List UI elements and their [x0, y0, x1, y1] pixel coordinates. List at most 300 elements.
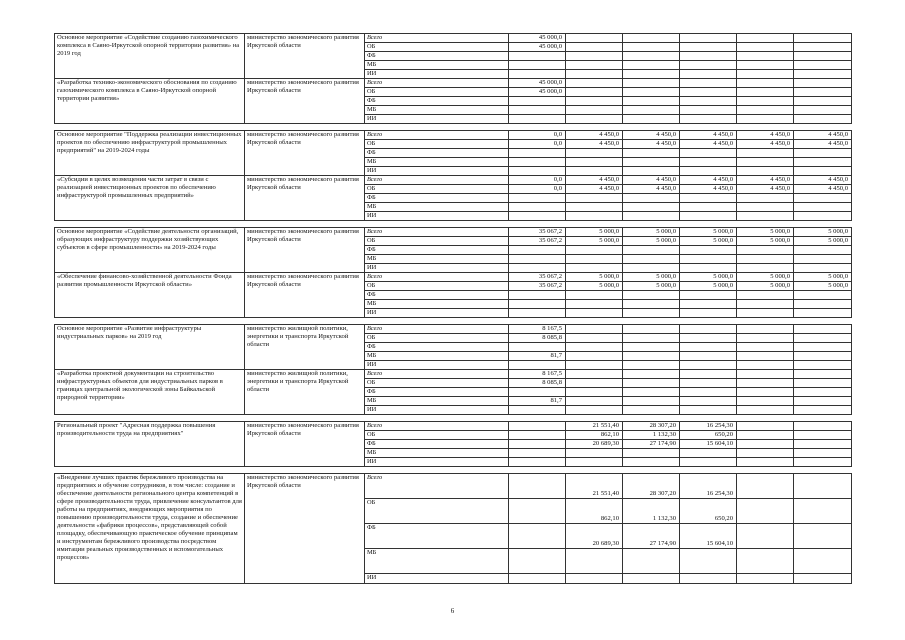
amount-cell	[566, 370, 623, 379]
amount-cell	[737, 167, 794, 176]
amount-cell	[794, 549, 852, 574]
funding-source-cell: ФБ	[365, 343, 509, 352]
amount-cell: 5 000,0	[794, 237, 852, 246]
amount-cell	[566, 343, 623, 352]
executor-cell: министерство жилищной политики, энергетики и транспорта Иркутской области	[245, 370, 365, 415]
amount-cell	[509, 474, 566, 499]
spacer-row	[55, 221, 852, 228]
funding-source-cell: ОБ	[365, 282, 509, 291]
activity-name-cell: «Обеспечение финансово-хозяйственной деятельности Фонда развития промышленности Иркутской области»	[55, 273, 245, 318]
amount-cell: 20 689,30	[566, 524, 623, 549]
amount-cell: 1 132,30	[623, 431, 680, 440]
amount-cell	[566, 194, 623, 203]
amount-cell	[794, 79, 852, 88]
amount-cell	[737, 43, 794, 52]
amount-cell	[509, 52, 566, 61]
table-row	[55, 474, 852, 499]
amount-cell	[737, 352, 794, 361]
executor-cell: министерство жилищной политики, энергетики и транспорта Иркутской области	[245, 325, 365, 370]
amount-cell: 20 689,30	[566, 440, 623, 449]
amount-cell	[794, 115, 852, 124]
amount-cell	[509, 422, 566, 431]
spacer-cell	[55, 318, 852, 325]
amount-cell: 4 450,0	[566, 176, 623, 185]
amount-cell: 4 450,0	[680, 140, 737, 149]
amount-cell	[680, 334, 737, 343]
amount-cell	[623, 34, 680, 43]
amount-cell: 5 000,0	[566, 228, 623, 237]
executor-cell: министерство экономического развития Иркутской области	[245, 176, 365, 221]
funding-source-cell: ФБ	[365, 440, 509, 449]
amount-cell	[623, 97, 680, 106]
amount-cell	[794, 246, 852, 255]
amount-cell	[737, 388, 794, 397]
amount-cell	[794, 194, 852, 203]
amount-cell	[737, 61, 794, 70]
funding-source-cell: ИИ	[365, 458, 509, 467]
amount-cell	[509, 158, 566, 167]
amount-cell	[566, 309, 623, 318]
amount-cell	[737, 325, 794, 334]
amount-cell	[623, 379, 680, 388]
amount-cell: 5 000,0	[794, 273, 852, 282]
amount-cell	[509, 524, 566, 549]
amount-cell: 4 450,0	[737, 185, 794, 194]
amount-cell	[737, 370, 794, 379]
amount-cell	[623, 106, 680, 115]
amount-cell	[566, 43, 623, 52]
amount-cell: 4 450,0	[680, 185, 737, 194]
amount-cell	[680, 291, 737, 300]
amount-cell	[794, 149, 852, 158]
funding-source-cell: ФБ	[365, 194, 509, 203]
amount-cell	[680, 325, 737, 334]
spacer-row	[55, 467, 852, 474]
funding-source-cell: ФБ	[365, 52, 509, 61]
amount-cell: 28 307,20	[623, 422, 680, 431]
amount-cell	[794, 106, 852, 115]
amount-cell	[794, 440, 852, 449]
amount-cell: 4 450,0	[737, 131, 794, 140]
funding-source-cell: ИИ	[365, 70, 509, 79]
funding-source-cell: ОБ	[365, 237, 509, 246]
funding-source-cell: ОБ	[365, 379, 509, 388]
amount-cell: 4 450,0	[794, 185, 852, 194]
spacer-row	[55, 415, 852, 422]
amount-cell	[680, 449, 737, 458]
funding-source-cell: Всего	[365, 79, 509, 88]
amount-cell: 35 067,2	[509, 273, 566, 282]
amount-cell	[509, 167, 566, 176]
amount-cell: 5 000,0	[794, 282, 852, 291]
funding-source-cell: ФБ	[365, 291, 509, 300]
amount-cell	[737, 149, 794, 158]
funding-source-cell: ФБ	[365, 246, 509, 255]
table-row	[55, 79, 852, 88]
amount-cell	[566, 52, 623, 61]
amount-cell: 4 450,0	[794, 176, 852, 185]
amount-cell: 45 000,0	[509, 34, 566, 43]
amount-cell	[794, 291, 852, 300]
amount-cell	[737, 194, 794, 203]
amount-cell	[623, 246, 680, 255]
amount-cell	[509, 431, 566, 440]
amount-cell	[623, 361, 680, 370]
amount-cell	[509, 246, 566, 255]
amount-cell: 35 067,2	[509, 237, 566, 246]
amount-cell	[623, 255, 680, 264]
amount-cell: 4 450,0	[566, 131, 623, 140]
amount-cell	[794, 203, 852, 212]
amount-cell	[794, 158, 852, 167]
amount-cell	[566, 264, 623, 273]
funding-source-cell: Всего	[365, 131, 509, 140]
amount-cell	[566, 203, 623, 212]
table-row	[55, 34, 852, 43]
amount-cell: 0,0	[509, 176, 566, 185]
amount-cell	[680, 167, 737, 176]
amount-cell: 81,7	[509, 352, 566, 361]
amount-cell: 27 174,90	[623, 440, 680, 449]
amount-cell	[509, 449, 566, 458]
amount-cell	[566, 158, 623, 167]
funding-source-cell: ОБ	[365, 499, 509, 524]
amount-cell	[737, 97, 794, 106]
amount-cell	[566, 458, 623, 467]
amount-cell	[680, 352, 737, 361]
amount-cell	[737, 474, 794, 499]
amount-cell	[509, 549, 566, 574]
amount-cell	[680, 61, 737, 70]
amount-cell	[623, 70, 680, 79]
amount-cell	[566, 115, 623, 124]
amount-cell: 5 000,0	[623, 273, 680, 282]
amount-cell: 5 000,0	[680, 228, 737, 237]
amount-cell	[566, 388, 623, 397]
amount-cell	[566, 246, 623, 255]
amount-cell	[509, 61, 566, 70]
executor-cell: министерство экономического развития Иркутской области	[245, 474, 365, 584]
amount-cell	[680, 34, 737, 43]
amount-cell	[737, 499, 794, 524]
funding-source-cell: ИИ	[365, 264, 509, 273]
funding-source-cell: ОБ	[365, 140, 509, 149]
amount-cell	[680, 203, 737, 212]
spacer-row	[55, 124, 852, 131]
funding-source-cell: ФБ	[365, 149, 509, 158]
amount-cell: 8 167,5	[509, 325, 566, 334]
amount-cell	[737, 300, 794, 309]
amount-cell: 5 000,0	[623, 237, 680, 246]
amount-cell	[737, 106, 794, 115]
amount-cell: 650,20	[680, 499, 737, 524]
amount-cell	[737, 361, 794, 370]
spacer-row	[55, 318, 852, 325]
amount-cell	[680, 264, 737, 273]
funding-source-cell: ИИ	[365, 212, 509, 221]
amount-cell	[623, 406, 680, 415]
amount-cell	[680, 255, 737, 264]
amount-cell	[509, 106, 566, 115]
table-body	[55, 34, 852, 584]
amount-cell	[737, 397, 794, 406]
amount-cell: 5 000,0	[566, 282, 623, 291]
amount-cell	[737, 334, 794, 343]
activity-name-cell: «Субсидии в целях возмещения части затрат в связи с реализацией инвестиционных проектов по обеспечению инфраструктурой промышленных предприятий»	[55, 176, 245, 221]
spacer-cell	[55, 124, 852, 131]
amount-cell	[794, 370, 852, 379]
amount-cell	[566, 97, 623, 106]
amount-cell	[509, 115, 566, 124]
amount-cell: 21 551,40	[566, 422, 623, 431]
amount-cell: 5 000,0	[566, 237, 623, 246]
amount-cell	[623, 43, 680, 52]
amount-cell	[623, 370, 680, 379]
amount-cell	[794, 458, 852, 467]
amount-cell	[509, 97, 566, 106]
amount-cell	[623, 291, 680, 300]
amount-cell: 4 450,0	[566, 140, 623, 149]
amount-cell	[623, 194, 680, 203]
amount-cell	[737, 70, 794, 79]
funding-source-cell: МБ	[365, 300, 509, 309]
executor-cell: министерство экономического развития Иркутской области	[245, 422, 365, 467]
amount-cell	[566, 361, 623, 370]
amount-cell	[623, 458, 680, 467]
funding-source-cell: ОБ	[365, 88, 509, 97]
table-row	[55, 422, 852, 431]
amount-cell	[566, 406, 623, 415]
amount-cell: 5 000,0	[680, 273, 737, 282]
amount-cell	[680, 300, 737, 309]
amount-cell	[794, 343, 852, 352]
amount-cell	[737, 255, 794, 264]
amount-cell	[680, 212, 737, 221]
amount-cell	[509, 309, 566, 318]
amount-cell	[794, 352, 852, 361]
amount-cell	[794, 474, 852, 499]
amount-cell	[794, 499, 852, 524]
amount-cell	[794, 52, 852, 61]
executor-cell: министерство экономического развития Иркутской области	[245, 131, 365, 176]
executor-cell: министерство экономического развития Иркутской области	[245, 228, 365, 273]
amount-cell	[623, 449, 680, 458]
amount-cell	[566, 79, 623, 88]
amount-cell	[623, 61, 680, 70]
amount-cell	[794, 43, 852, 52]
amount-cell: 5 000,0	[737, 273, 794, 282]
amount-cell	[680, 106, 737, 115]
amount-cell	[509, 343, 566, 352]
amount-cell	[566, 397, 623, 406]
amount-cell	[509, 291, 566, 300]
amount-cell	[794, 524, 852, 549]
amount-cell: 4 450,0	[794, 140, 852, 149]
amount-cell: 35 067,2	[509, 282, 566, 291]
amount-cell: 8 167,5	[509, 370, 566, 379]
amount-cell	[680, 115, 737, 124]
amount-cell: 5 000,0	[566, 273, 623, 282]
amount-cell	[680, 79, 737, 88]
funding-source-cell: МБ	[365, 255, 509, 264]
page-number: 6	[450, 607, 455, 615]
funding-source-cell: ИИ	[365, 406, 509, 415]
amount-cell	[623, 158, 680, 167]
amount-cell	[737, 431, 794, 440]
amount-cell	[623, 300, 680, 309]
amount-cell: 5 000,0	[794, 228, 852, 237]
amount-cell: 4 450,0	[794, 131, 852, 140]
table-row	[55, 370, 852, 379]
amount-cell	[737, 291, 794, 300]
amount-cell: 28 307,20	[623, 474, 680, 499]
amount-cell	[566, 106, 623, 115]
spacer-cell	[55, 467, 852, 474]
amount-cell	[794, 449, 852, 458]
amount-cell	[623, 88, 680, 97]
amount-cell	[794, 88, 852, 97]
amount-cell	[737, 158, 794, 167]
funding-source-cell: ОБ	[365, 43, 509, 52]
amount-cell	[566, 574, 623, 584]
amount-cell	[623, 264, 680, 273]
amount-cell	[566, 300, 623, 309]
amount-cell	[737, 574, 794, 584]
amount-cell	[509, 458, 566, 467]
amount-cell	[566, 88, 623, 97]
amount-cell	[623, 334, 680, 343]
amount-cell	[737, 379, 794, 388]
amount-cell	[623, 203, 680, 212]
funding-source-cell: ФБ	[365, 97, 509, 106]
amount-cell	[680, 343, 737, 352]
amount-cell: 0,0	[509, 131, 566, 140]
amount-cell: 45 000,0	[509, 79, 566, 88]
amount-cell	[566, 34, 623, 43]
funding-source-cell: Всего	[365, 273, 509, 282]
amount-cell	[794, 167, 852, 176]
table-row	[55, 176, 852, 185]
amount-cell: 5 000,0	[680, 237, 737, 246]
amount-cell	[737, 88, 794, 97]
funding-source-cell: ИИ	[365, 115, 509, 124]
table-row	[55, 273, 852, 282]
activity-name-cell: Основное мероприятие "Поддержка реализации инвестиционных проектов по обеспечению инфраструктурой промышленных предприятий" на 2019-2024 годы	[55, 131, 245, 176]
amount-cell	[680, 370, 737, 379]
amount-cell: 4 450,0	[680, 131, 737, 140]
amount-cell: 27 174,90	[623, 524, 680, 549]
amount-cell	[566, 212, 623, 221]
amount-cell	[566, 334, 623, 343]
amount-cell: 45 000,0	[509, 88, 566, 97]
amount-cell: 5 000,0	[737, 282, 794, 291]
amount-cell	[794, 574, 852, 584]
funding-source-cell: МБ	[365, 106, 509, 115]
amount-cell: 862,10	[566, 431, 623, 440]
amount-cell	[680, 52, 737, 61]
amount-cell: 5 000,0	[737, 228, 794, 237]
amount-cell	[509, 361, 566, 370]
amount-cell	[737, 549, 794, 574]
amount-cell	[794, 431, 852, 440]
amount-cell	[794, 61, 852, 70]
amount-cell	[794, 309, 852, 318]
amount-cell	[794, 97, 852, 106]
amount-cell: 4 450,0	[623, 185, 680, 194]
amount-cell	[680, 397, 737, 406]
table-row	[55, 325, 852, 334]
amount-cell	[680, 379, 737, 388]
amount-cell	[794, 406, 852, 415]
amount-cell	[566, 149, 623, 158]
amount-cell	[566, 61, 623, 70]
amount-cell	[794, 212, 852, 221]
amount-cell: 16 254,30	[680, 422, 737, 431]
amount-cell	[737, 406, 794, 415]
funding-source-cell: Всего	[365, 228, 509, 237]
amount-cell	[623, 549, 680, 574]
funding-source-cell: МБ	[365, 397, 509, 406]
amount-cell	[623, 309, 680, 318]
amount-cell: 4 450,0	[566, 185, 623, 194]
amount-cell	[794, 264, 852, 273]
table-row	[55, 131, 852, 140]
funding-source-cell: ОБ	[365, 334, 509, 343]
funding-source-cell: МБ	[365, 158, 509, 167]
amount-cell	[509, 574, 566, 584]
amount-cell	[680, 406, 737, 415]
amount-cell	[737, 79, 794, 88]
amount-cell: 0,0	[509, 185, 566, 194]
executor-cell: министерство экономического развития Иркутской области	[245, 273, 365, 318]
amount-cell	[737, 343, 794, 352]
amount-cell	[623, 325, 680, 334]
amount-cell: 4 450,0	[623, 176, 680, 185]
amount-cell: 8 085,8	[509, 334, 566, 343]
amount-cell	[509, 388, 566, 397]
amount-cell: 0,0	[509, 140, 566, 149]
amount-cell	[794, 388, 852, 397]
funding-source-cell: ФБ	[365, 388, 509, 397]
amount-cell	[680, 246, 737, 255]
funding-source-cell: МБ	[365, 203, 509, 212]
amount-cell	[737, 115, 794, 124]
amount-cell	[509, 300, 566, 309]
amount-cell	[737, 34, 794, 43]
amount-cell: 5 000,0	[737, 237, 794, 246]
funding-source-cell: МБ	[365, 549, 509, 574]
amount-cell	[794, 361, 852, 370]
activity-name-cell: Основное мероприятие «Развитие инфраструктуры индустриальных парков» на 2019 год	[55, 325, 245, 370]
amount-cell: 15 604,10	[680, 524, 737, 549]
funding-source-cell: ИИ	[365, 309, 509, 318]
amount-cell	[794, 334, 852, 343]
funding-source-cell: Всего	[365, 474, 509, 499]
amount-cell	[509, 203, 566, 212]
amount-cell	[680, 388, 737, 397]
amount-cell	[737, 449, 794, 458]
amount-cell	[509, 194, 566, 203]
amount-cell	[680, 574, 737, 584]
amount-cell	[623, 52, 680, 61]
amount-cell: 862,10	[566, 499, 623, 524]
spacer-cell	[55, 221, 852, 228]
executor-cell: министерство экономического развития Иркутской области	[245, 79, 365, 124]
amount-cell	[794, 422, 852, 431]
amount-cell	[680, 97, 737, 106]
amount-cell: 5 000,0	[623, 228, 680, 237]
amount-cell	[623, 115, 680, 124]
